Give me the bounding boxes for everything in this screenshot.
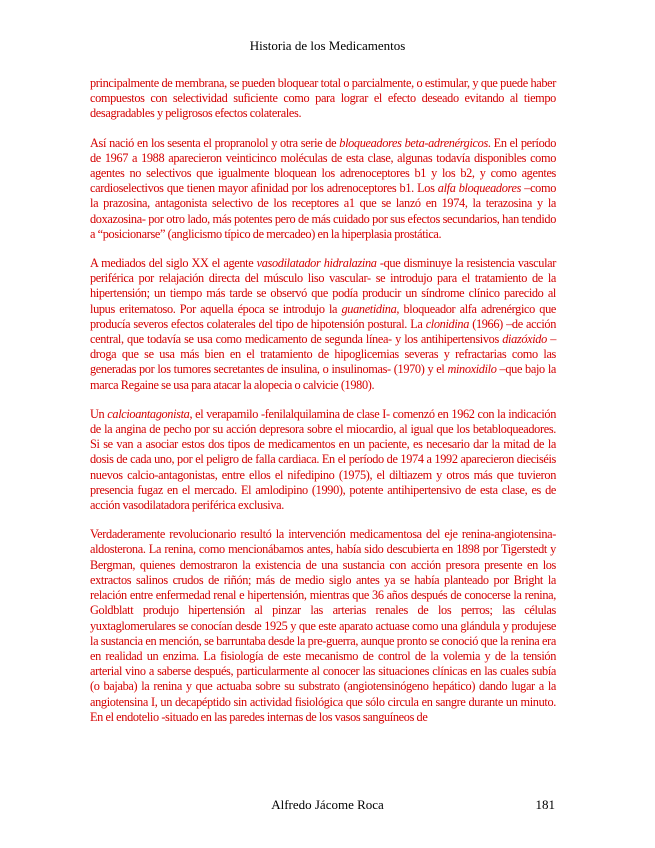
text-run: Verdaderamente revolucionario resultó la intervención medicamentosa del eje renina-angiotensina-aldosterona. La renina, como mencionábamos antes, había sido descubierta en 1898 por Tigerstedt y Bergman, quienes demostraron la existencia de una sustancia con acción presora presente en los extractos salinos crudos de riñón; más de medio siglo antes ya se había planteado por Bright la relación entre enfermedad renal e hipertensión, mientras que 36 años después de conocerse la renina, Goldblatt produjo hipertensión al pinzar las arterias renales de los perros; las células yuxtaglomerulares se conocían desde 1925 y que este aparato actuase como una glándula y produjese la sustancia en mención, se barruntaba desde la pre-guerra, aunque pronto se conoció que la renina era en realidad un enzima. La fisiología de este mecanismo de control de la volemia y de la tensión arterial vino a saberse después, particularmente al conocer las situaciones clínicas en las cuales subía (o bajaba) la renina y que actuaba sobre su substrato (angiotensinógeno hepático) dando lugar a la angiotensina I, un decapéptido sin actividad fisiológica que sólo circula en sangre durante un minuto. En el endotelio -situado en las paredes internas de los vasos sanguíneos de [90,527,556,724]
text-run: Así nació en los sesenta el propranolol y otra serie de [90,135,340,150]
text-run: principalmente de membrana, se pueden bloquear total o parcialmente, o estimular, y que puede haber compuestos con selectividad suficiente como para lograr el efecto deseado evitando al tiempo desagradables y peligrosos efectos colaterales. [90,76,556,121]
text-run: –que bajo la marca Regaine se usa para atacar la alopecia o calvicie (1980). [90,362,556,392]
paragraph [90,407,556,513]
italic-term: clonidina [425,316,470,331]
italic-term: diazóxido [502,332,547,347]
paragraph [90,527,556,725]
italic-term: alfa bloqueadores [437,181,522,196]
paragraph [90,76,556,122]
text-run: –como la prazosina, antagonista selectivo de los receptores a1 que se lanzó en 1974, la terazosina y la doxazosina- por otro lado, más potentes pero de más cuidado por sus efectos secundarios, han tendido a “posicionarse” (anglicismo típico de mercadeo) en la hiperplasia prostática. [90,181,556,241]
italic-term: calcioantagonista [107,406,190,421]
text-run: , el verapamilo -fenilalquilamina de clase I- comenzó en 1962 con la indicación de la angina de pecho por su acción depresora sobre el miocardio, al igual que los betabloqueadores. Si se van a asociar estos dos tipos de medicamentos en un paciente, es necesario dar la mitad de la dosis de cada uno, por el peligro de falla cardiaca. En el período de 1974 a 1992 aparecieron dieciséis nuevos calcio-antagonistas, entre ellos el nifedipino (1975), el diltiazem y otros más que tuvieron presencia fugaz en el mercado. El amlodipino (1990), potente antihipertensivo de esta clase, es de acción vasodilatadora periférica exclusiva. [90,406,556,513]
text-run: . En el período de 1967 a 1988 aparecieron veinticinco moléculas de esta clase, algunas todavía disponibles como agentes no selectivos que igualmente bloquean los adrenoceptores b1 y los b2, y como agentes cardioselectivos que tienen mayor afinidad por los adrenoceptores b1. Los [90,135,556,196]
italic-term: minoxidilo [447,362,497,377]
text-run: A mediados del siglo XX el agente [90,256,257,271]
body-text [90,76,556,739]
paragraph [90,256,556,393]
text-run: Un [90,406,108,421]
page-number: 181 [535,797,555,812]
italic-term: bloqueadores beta-adrenérgicos [339,135,488,150]
text-run: (1966) –de acción central, que todavía se usa como medicamento de segunda línea- y los antihipertensivos [90,316,556,347]
text-run: –droga que se usa más bien en el tratamiento de hipoglicemias severas y refractarias como las generadas por los tumores secretantes de insulina, o insulinomas- (1970) y el [90,332,556,377]
text-run: , bloqueador alfa adrenérgico que producía severos efectos colaterales del tipo de hipotensión postural. La [90,301,556,331]
italic-term: guanetidina [341,301,397,316]
page-footer [0,797,655,813]
running-header: Historia de los Medicamentos [249,38,406,53]
italic-term: vasodilatador hidralazina [256,256,377,271]
paragraph [90,136,556,242]
footer-author: Alfredo Jácome Roca [271,797,384,812]
text-run: -que disminuye la resistencia vascular periférica por relajación directa del músculo liso vascular- se introdujo para el tratamiento de la hipertensión; un tiempo más tarde se observó que podía producir un síndrome clínico parecido al lupus eritematoso. Por aquella época se introdujo la [90,256,556,316]
